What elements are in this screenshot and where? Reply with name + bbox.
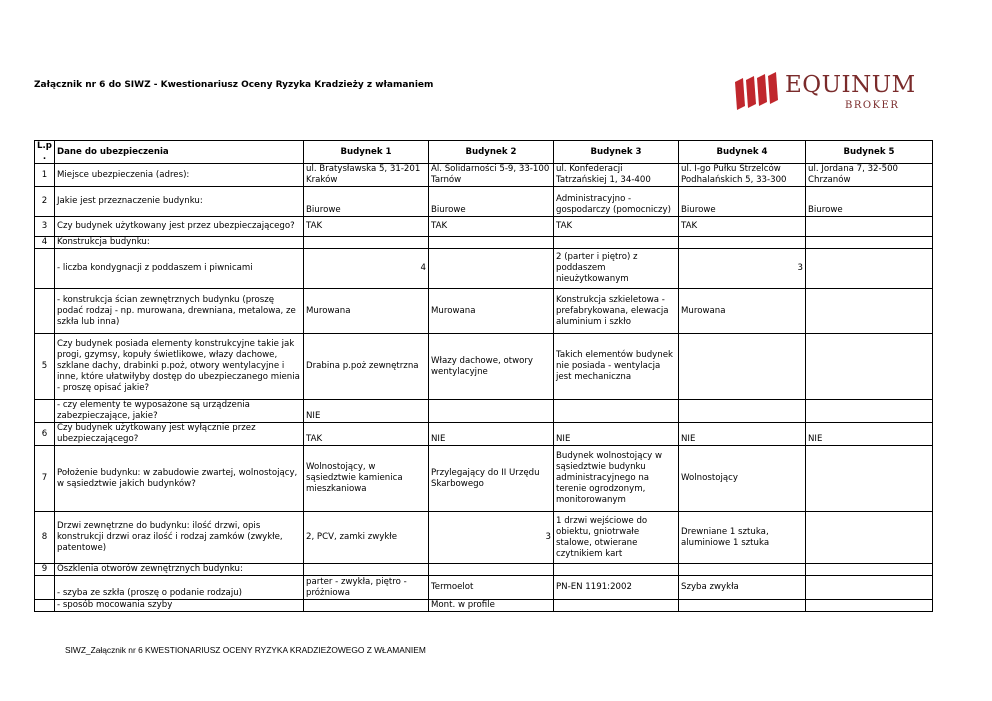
row-value: Biurowe xyxy=(429,187,554,217)
row-question: Miejsce ubezpieczenia (adres): xyxy=(55,164,304,187)
row-number xyxy=(35,400,55,423)
document-title: Załącznik nr 6 do SIWZ - Kwestionariusz Oceny Ryzyka Kradzieży z włamaniem xyxy=(34,80,434,90)
row-value: Termoelot xyxy=(429,576,554,600)
header-building-1: Budynek 1 xyxy=(304,141,429,164)
row-question: - liczba kondygnacji z poddaszem i piwnicami xyxy=(55,249,304,289)
row-value xyxy=(806,289,933,334)
logo-sub-text: BROKER xyxy=(845,100,900,111)
table-row xyxy=(35,576,933,600)
row-value xyxy=(429,249,554,289)
row-number: 2 xyxy=(35,187,55,217)
page-footer: SIWZ_Załącznik nr 6 KWESTIONARIUSZ OCENY RYZYKA KRADZIEŻOWEGO Z WŁAMANIEM xyxy=(65,645,426,655)
row-number: 9 xyxy=(35,564,55,576)
row-value xyxy=(304,237,429,249)
row-number: 4 xyxy=(35,237,55,249)
row-number: 5 xyxy=(35,334,55,400)
row-value: Budynek wolnostojący w sąsiedztwie budynku administracyjnego na terenie ogrodzonym, monitorowanym xyxy=(554,446,679,512)
row-number xyxy=(35,600,55,612)
row-question: - sposób mocowania szyby xyxy=(55,600,304,612)
row-number: 1 xyxy=(35,164,55,187)
row-value xyxy=(806,564,933,576)
row-value: TAK xyxy=(679,217,806,237)
row-value: Biurowe xyxy=(304,187,429,217)
row-number xyxy=(35,289,55,334)
header-building-5: Budynek 5 xyxy=(806,141,933,164)
row-value: NIE xyxy=(679,423,806,446)
logo-mark-icon xyxy=(733,70,783,114)
row-value: Mont. w profile xyxy=(429,600,554,612)
row-value xyxy=(429,400,554,423)
row-question: - czy elementy te wyposażone są urządzenia zabezpieczające, jakie? xyxy=(55,400,304,423)
row-value xyxy=(304,564,429,576)
row-question: Czy budynek posiada elementy konstrukcyjne takie jak progi, gzymsy, kopuły świetlikowe, włazy dachowe, szklane dachy, drabinki p.poż, otwory wentylacyjne i inne, które ułatwiłyby dostęp do ubezpieczanego mienia - proszę opisać jakie? xyxy=(55,334,304,400)
row-value: TAK xyxy=(304,217,429,237)
row-value: NIE xyxy=(554,423,679,446)
table-row xyxy=(35,600,933,612)
row-value: 3 xyxy=(429,512,554,564)
row-value xyxy=(806,512,933,564)
header-building-2: Budynek 2 xyxy=(429,141,554,164)
row-question: Konstrukcja budynku: xyxy=(55,237,304,249)
row-number xyxy=(35,249,55,289)
row-value: Wolnostojący, w sąsiedztwie kamienica mieszkaniowa xyxy=(304,446,429,512)
header-data: Dane do ubezpieczenia xyxy=(55,141,304,164)
table-row xyxy=(35,564,933,576)
row-value: parter - zwykła, piętro - próżniowa xyxy=(304,576,429,600)
row-value xyxy=(679,564,806,576)
header-building-4: Budynek 4 xyxy=(679,141,806,164)
row-value: TAK xyxy=(554,217,679,237)
row-value: Konstrukcja szkieletowa - prefabrykowana, elewacja aluminium i szkło xyxy=(554,289,679,334)
row-value: Al. Solidarności 5-9, 33-100 Tarnów xyxy=(429,164,554,187)
row-value: NIE xyxy=(806,423,933,446)
row-value: PN-EN 1191:2002 xyxy=(554,576,679,600)
table-row xyxy=(35,446,933,512)
row-value xyxy=(806,217,933,237)
row-value: 2, PCV, zamki zwykłe xyxy=(304,512,429,564)
row-value: Murowana xyxy=(429,289,554,334)
row-value xyxy=(429,237,554,249)
row-value xyxy=(679,400,806,423)
row-number: 6 xyxy=(35,423,55,446)
header-lp: L.p. xyxy=(35,141,55,164)
row-value xyxy=(806,576,933,600)
row-question: Położenie budynku: w zabudowie zwartej, wolnostojący, w sąsiedztwie jakich budynków? xyxy=(55,446,304,512)
row-value: ul. Bratysławska 5, 31-201 Kraków xyxy=(304,164,429,187)
table-row xyxy=(35,289,933,334)
row-value: 2 (parter i piętro) z poddaszem nieużytkowanym xyxy=(554,249,679,289)
row-question: Czy budynek użytkowany jest przez ubezpieczającego? xyxy=(55,217,304,237)
row-question: - konstrukcja ścian zewnętrznych budynku (proszę podać rodzaj - np. murowana, drewniana, metalowa, ze szkła lub inna) xyxy=(55,289,304,334)
row-value xyxy=(304,600,429,612)
row-value xyxy=(554,237,679,249)
row-value: Włazy dachowe, otwory wentylacyjne xyxy=(429,334,554,400)
row-value: 3 xyxy=(679,249,806,289)
row-value xyxy=(806,249,933,289)
row-value: ul. I-go Pułku Strzelców Podhalańskich 5, 33-300 xyxy=(679,164,806,187)
questionnaire-table xyxy=(34,140,933,612)
row-number xyxy=(35,576,55,600)
row-value xyxy=(806,334,933,400)
table-row xyxy=(35,249,933,289)
row-question: Drzwi zewnętrzne do budynku: ilość drzwi, opis konstrukcji drzwi oraz ilość i rodzaj zamków (zwykłe, patentowe) xyxy=(55,512,304,564)
row-value xyxy=(806,600,933,612)
row-value xyxy=(806,237,933,249)
table-header-row xyxy=(35,141,933,164)
row-value: Administracyjno - gospodarczy (pomocniczy) xyxy=(554,187,679,217)
table-row xyxy=(35,334,933,400)
row-question: Jakie jest przeznaczenie budynku: xyxy=(55,187,304,217)
row-value: Takich elementów budynek nie posiada - wentylacja jest mechaniczna xyxy=(554,334,679,400)
row-value: Drewniane 1 sztuka, aluminiowe 1 sztuka xyxy=(679,512,806,564)
row-value xyxy=(554,564,679,576)
row-value: Biurowe xyxy=(679,187,806,217)
row-question: - szyba ze szkła (proszę o podanie rodzaju) xyxy=(55,576,304,600)
row-value: TAK xyxy=(304,423,429,446)
row-value: Szyba zwykła xyxy=(679,576,806,600)
table-row xyxy=(35,164,933,187)
row-value: 1 drzwi wejściowe do obiektu, gniotrwałe stalowe, otwierane czytnikiem kart xyxy=(554,512,679,564)
row-value xyxy=(806,446,933,512)
row-value: 4 xyxy=(304,249,429,289)
table-row xyxy=(35,400,933,423)
table-row xyxy=(35,423,933,446)
row-value: Przylegający do II Urzędu Skarbowego xyxy=(429,446,554,512)
row-value xyxy=(554,400,679,423)
row-value xyxy=(679,600,806,612)
row-value xyxy=(429,564,554,576)
row-value xyxy=(679,334,806,400)
row-value xyxy=(806,400,933,423)
logo-brand-text: EQUINUM xyxy=(785,72,916,98)
row-value: Murowana xyxy=(304,289,429,334)
table-row xyxy=(35,237,933,249)
equinum-logo xyxy=(733,68,933,118)
row-value: NIE xyxy=(429,423,554,446)
row-value: Murowana xyxy=(679,289,806,334)
table-row xyxy=(35,217,933,237)
row-value: Wolnostojący xyxy=(679,446,806,512)
row-number: 3 xyxy=(35,217,55,237)
row-value: TAK xyxy=(429,217,554,237)
row-value: Biurowe xyxy=(806,187,933,217)
header-building-3: Budynek 3 xyxy=(554,141,679,164)
table-row xyxy=(35,512,933,564)
row-number: 8 xyxy=(35,512,55,564)
row-value xyxy=(679,237,806,249)
row-question: Czy budynek użytkowany jest wyłącznie przez ubezpieczającego? xyxy=(55,423,304,446)
row-value: ul. Konfederacji Tatrzańskiej 1, 34-400 xyxy=(554,164,679,187)
row-value: NIE xyxy=(304,400,429,423)
row-value: Drabina p.poż zewnętrzna xyxy=(304,334,429,400)
row-question: Oszklenia otworów zewnętrznych budynku: xyxy=(55,564,304,576)
row-value: ul. Jordana 7, 32-500 Chrzanów xyxy=(806,164,933,187)
row-value xyxy=(554,600,679,612)
row-number: 7 xyxy=(35,446,55,512)
table-row xyxy=(35,187,933,217)
